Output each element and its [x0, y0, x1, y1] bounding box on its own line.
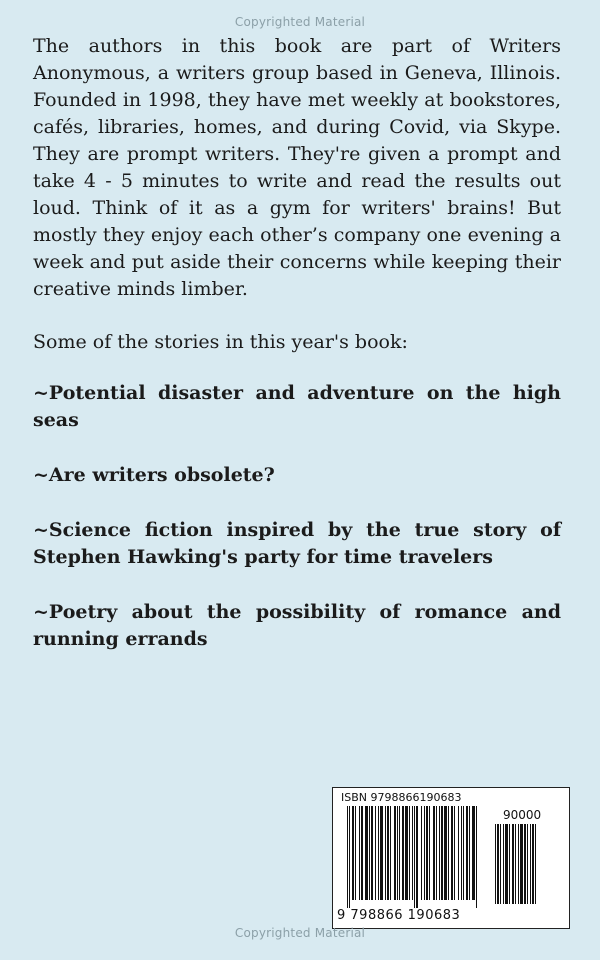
barcode-bar — [426, 806, 428, 900]
barcode-bar — [439, 806, 440, 900]
story-item-2: ~Are writers obsolete? — [33, 464, 275, 486]
story-item-4: ~Poetry about the possibility of romance and running errands — [33, 601, 561, 650]
barcode-bar — [451, 806, 453, 900]
barcode-bar — [458, 806, 459, 900]
barcode-bar — [466, 806, 468, 900]
barcode-bar — [500, 824, 501, 904]
barcode-bar — [352, 806, 354, 900]
barcode-bar — [375, 806, 376, 900]
barcode-bar — [387, 806, 389, 900]
barcode-bar — [448, 806, 449, 900]
barcode-bar — [512, 824, 514, 904]
barcode-bar — [421, 806, 422, 900]
barcode-bar — [365, 806, 368, 900]
barcode-bar — [369, 806, 370, 900]
barcode-bar — [347, 806, 348, 908]
barcode-bar — [469, 806, 470, 900]
barcode-bar — [461, 806, 462, 900]
barcode-bar — [527, 824, 528, 904]
barcode-digits: 9 798866 190683 — [337, 908, 461, 923]
barcode-bar — [349, 806, 350, 908]
barcode-bar — [495, 824, 496, 904]
barcode-bar — [441, 806, 443, 900]
barcode-bar — [518, 824, 519, 904]
back-cover-text — [33, 33, 561, 653]
barcode-bar — [359, 806, 360, 900]
barcode-bar — [414, 806, 415, 908]
barcode-bar — [463, 806, 464, 900]
barcode-bar — [503, 824, 504, 904]
barcode-bar — [535, 824, 536, 904]
barcode-bar — [515, 824, 516, 904]
isbn-label: ISBN 9798866190683 — [341, 791, 462, 804]
barcode-bar — [390, 806, 391, 900]
barcode-bar — [380, 806, 383, 900]
barcode-bar — [371, 806, 373, 900]
barcode-bar — [472, 806, 475, 900]
barcode-bar — [412, 806, 413, 900]
barcode-bar — [429, 806, 430, 900]
barcode-bar — [476, 806, 477, 908]
isbn-barcode — [332, 787, 570, 929]
watermark-bottom: Copyrighted Material — [234, 926, 366, 940]
barcode-bar — [424, 806, 425, 900]
barcode-bar — [520, 824, 523, 904]
barcode-bar — [530, 824, 531, 904]
barcode-bar — [454, 806, 455, 900]
barcode-bar — [416, 806, 418, 908]
barcode-bar — [394, 806, 396, 900]
price-barcode-bars — [495, 824, 559, 908]
barcode-bar — [378, 806, 379, 900]
stories-intro: Some of the stories in this year's book: — [33, 331, 408, 353]
barcode-bar — [505, 824, 508, 904]
story-item-1: ~Potential disaster and adventure on the high seas — [33, 382, 561, 431]
barcode-bar — [355, 806, 356, 900]
barcode-bar — [361, 806, 363, 900]
barcode-bar — [402, 806, 404, 900]
main-barcode-bars — [347, 806, 489, 908]
watermark-top: Copyrighted Material — [234, 15, 366, 29]
barcode-bar — [436, 806, 437, 900]
barcode-bar — [405, 806, 408, 900]
barcode-bar — [409, 806, 410, 900]
barcode-bar — [385, 806, 386, 900]
barcode-bar — [497, 824, 499, 904]
barcode-bar — [399, 806, 400, 900]
story-item-3: ~Science fiction inspired by the true story of Stephen Hawking's party for time travelers — [33, 519, 561, 568]
barcode-bar — [524, 824, 526, 904]
price-code: 90000 — [503, 808, 542, 822]
blurb-paragraph: The authors in this book are part of Writers Anonymous, a writers group based in Geneva, Illinois. Founded in 1998, they have met weekly at bookstores, cafés, libraries, homes, and during Covid, via Skype. They are prompt writers. They're given a prompt and take 4 - 5 minutes to write and read the results out loud. Think of it as a gym for writers' brains! But mostly they enjoy each other’s company one evening a week and put aside their concerns while keeping their creative minds limber. — [33, 35, 561, 300]
barcode-bar — [397, 806, 398, 900]
barcode-bar — [532, 824, 534, 904]
barcode-bar — [433, 806, 435, 900]
barcode-bar — [444, 806, 447, 900]
barcode-bar — [509, 824, 510, 904]
